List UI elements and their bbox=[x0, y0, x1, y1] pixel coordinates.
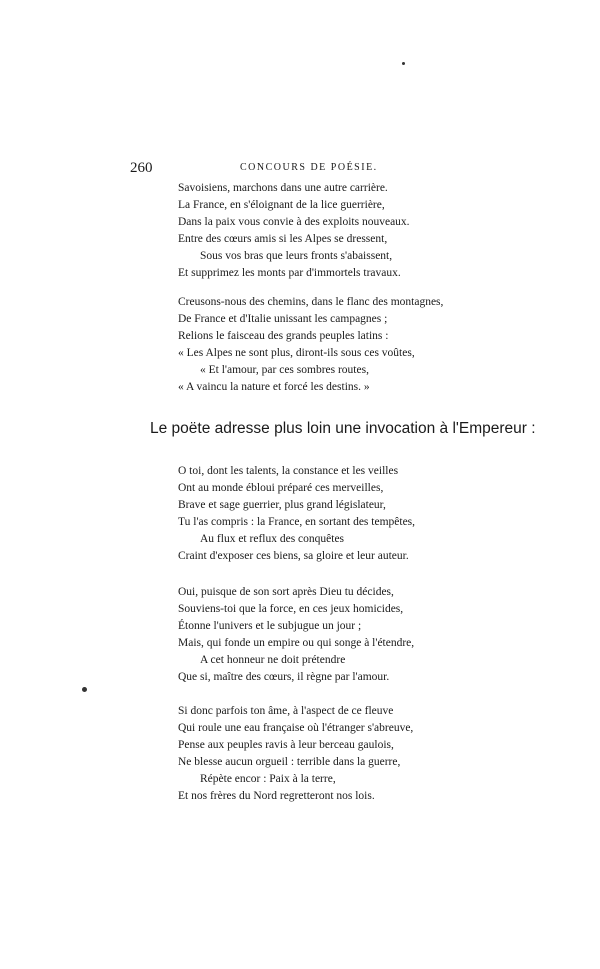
verse-line: A cet honneur ne doit prétendre bbox=[200, 654, 346, 666]
verse-line: « A vaincu la nature et forcé les destins. » bbox=[178, 381, 370, 393]
ink-speck bbox=[82, 687, 87, 692]
verse-line: Entre des cœurs amis si les Alpes se dressent, bbox=[178, 233, 388, 245]
running-head: CONCOURS DE POÉSIE. bbox=[240, 162, 378, 173]
verse-line: Mais, qui fonde un empire ou qui songe à l'étendre, bbox=[178, 637, 415, 649]
verse-line: Si donc parfois ton âme, à l'aspect de ce fleuve bbox=[178, 705, 394, 717]
verse-line: Étonne l'univers et le subjugue un jour ; bbox=[178, 620, 362, 632]
verse-line: Ont au monde ébloui préparé ces merveilles, bbox=[178, 482, 384, 494]
verse-line: Craint d'exposer ces biens, sa gloire et leur auteur. bbox=[178, 550, 409, 562]
verse-line: Ne blesse aucun orgueil : terrible dans la guerre, bbox=[178, 756, 401, 768]
verse-line: Tu l'as compris : la France, en sortant des tempêtes, bbox=[178, 516, 416, 528]
verse-line: Brave et sage guerrier, plus grand législateur, bbox=[178, 499, 386, 511]
verse-line: « Et l'amour, par ces sombres routes, bbox=[200, 364, 369, 376]
verse-line: Et supprimez les monts par d'immortels travaux. bbox=[178, 267, 401, 279]
stanza-4 bbox=[178, 584, 414, 686]
page-number: 260 bbox=[130, 160, 153, 176]
verse-line: Souviens-toi que la force, en ces jeux homicides, bbox=[178, 603, 404, 615]
verse-line: Savoisiens, marchons dans une autre carrière. bbox=[178, 182, 388, 194]
verse-line: Qui roule une eau française où l'étranger s'abreuve, bbox=[178, 722, 414, 734]
verse-line: Creusons-nous des chemins, dans le flanc des montagnes, bbox=[178, 296, 444, 308]
page-header bbox=[130, 160, 490, 180]
verse-line: Relions le faisceau des grands peuples latins : bbox=[178, 330, 389, 342]
verse-line: Et nos frères du Nord regretteront nos lois. bbox=[178, 790, 375, 802]
stanza-3 bbox=[178, 463, 415, 565]
stanza-1 bbox=[178, 180, 410, 282]
verse-line: De France et d'Italie unissant les campagnes ; bbox=[178, 313, 388, 325]
stanza-2 bbox=[178, 294, 443, 396]
prose-caption: Le poëte adresse plus loin une invocation à l'Empereur : bbox=[150, 420, 536, 437]
verse-line: Oui, puisque de son sort après Dieu tu décides, bbox=[178, 586, 394, 598]
verse-line: Répète encor : Paix à la terre, bbox=[200, 773, 336, 785]
verse-line: Pense aux peuples ravis à leur berceau gaulois, bbox=[178, 739, 394, 751]
verse-line: O toi, dont les talents, la constance et les veilles bbox=[178, 465, 399, 477]
verse-line: « Les Alpes ne sont plus, diront-ils sous ces voûtes, bbox=[178, 347, 415, 359]
verse-line: Dans la paix vous convie à des exploits nouveaux. bbox=[178, 216, 410, 228]
verse-line: Au flux et reflux des conquêtes bbox=[200, 533, 345, 545]
verse-line: Que si, maître des cœurs, il règne par l'amour. bbox=[178, 671, 390, 683]
stanza-5 bbox=[178, 703, 413, 805]
verse-line: Sous vos bras que leurs fronts s'abaissent, bbox=[200, 250, 393, 262]
ink-speck bbox=[402, 62, 405, 65]
verse-line: La France, en s'éloignant de la lice guerrière, bbox=[178, 199, 385, 211]
